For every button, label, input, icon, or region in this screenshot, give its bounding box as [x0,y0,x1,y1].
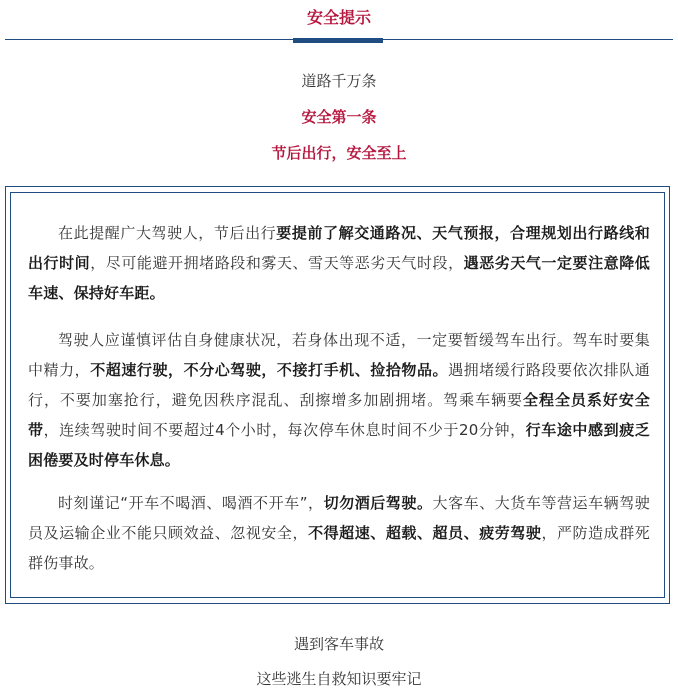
p3-bold-b: 切勿酒后驾驶。 [323,494,433,512]
p3-text-a: 时刻谨记“开车不喝酒、喝酒不开车”， [58,494,324,512]
notice-paragraph-3 [28,488,650,578]
p1-text-c: ，尽可能避开拥堵路段和雾天、雪天等恶劣天气时段， [90,254,464,272]
p3-text-e: ，严防造成群死群伤事故。 [28,524,650,572]
p3-text-c: 大客车、大货车等营运车辆驾驶员及运输企业不能只顾效益、忽视安全， [28,494,650,542]
section-title: 安全提示 [306,8,371,27]
p2-text-c: 遇拥堵缓行路段要依次排队通行，不要加塞抢行，避免因秩序混乱、刮擦增多加剧拥堵。驾乘车辆要 [28,361,650,409]
p2-text-e: ，连续驾驶时间不要超过4个小时，每次停车休息时间不少于20分钟， [43,421,526,439]
slogan-line-3: 节后出行，安全至上 [271,144,407,162]
slogan-line-1: 道路千万条 [301,72,377,90]
footer-line-1: 遇到客车事故 [293,635,384,653]
p3-bold-d: 不得超速、超载、超员、疲劳驾驶 [308,524,542,542]
p2-bold-f: 行车途中感到疲乏困倦要及时停车休息。 [28,421,650,469]
footer-line-2: 这些逃生自救知识要牢记 [256,670,422,688]
section-header [0,0,678,44]
header-accent-bar [293,38,383,43]
p1-bold-d: 遇恶劣天气一定要注意降低车速、保持好车距。 [28,254,650,302]
notice-paragraph-1 [28,218,650,308]
p2-bold-d: 全程全员系好安全带 [28,391,650,439]
p2-text-a: 驾驶人应谨慎评估自身健康状况，若身体出现不适，一定要暂缓驾车出行。驾车时要集中精力， [28,331,650,379]
slogan-line-2: 安全第一条 [301,108,377,126]
p2-bold-b: 不超速行驶，不分心驾驶，不接打手机、捡拾物品。 [90,361,449,379]
p1-text-a: 在此提醒广大驾驶人，节后出行 [58,224,277,242]
p1-bold-b: 要提前了解交通路况、天气预报，合理规划出行路线和出行时间 [28,224,650,272]
notice-paragraph-2 [28,325,650,475]
